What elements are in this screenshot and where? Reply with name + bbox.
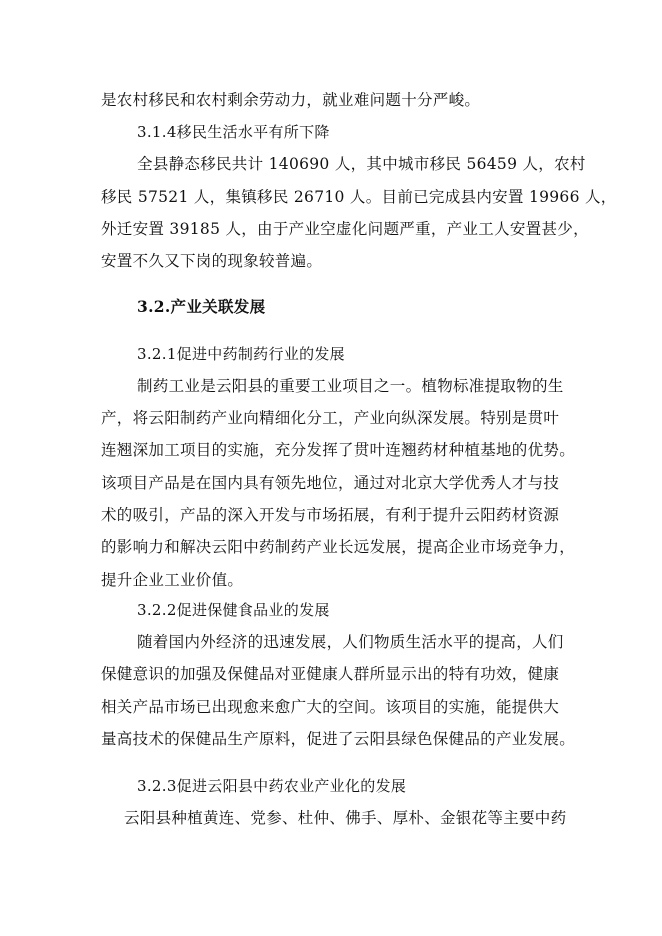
- body-text-line: 云阳县种植黄连、党参、杜仲、佛手、厚朴、金银花等主要中药: [124, 809, 567, 827]
- body-text-line: 产，将云阳制药产业向精细化分工，产业向纵深发展。特别是贯叶: [101, 409, 560, 427]
- body-text-line: 移民 57521 人，集镇移民 26710 人。目前已完成县内安置 19966 人，: [101, 188, 617, 206]
- body-text-line: 连翘深加工项目的实施，充分发挥了贯叶连翘药材种植基地的优势。: [101, 441, 576, 459]
- section-heading-3-1-4: 3.1.4移民生活水平有所下降: [137, 123, 330, 141]
- body-text-line: 术的吸引，产品的深入开发与市场拓展，有利于提升云阳药材资源: [101, 506, 560, 524]
- body-text-line: 量高技术的保健品生产原料，促进了云阳县绿色保健品的产业发展。: [101, 730, 576, 748]
- body-text-line: 提升企业工业价值。: [101, 571, 244, 589]
- body-text-line: 相关产品市场已出现愈来愈广大的空间。该项目的实施，能提供大: [101, 698, 560, 716]
- body-text-line: 是农村移民和农村剩余劳动力，就业难问题十分严峻。: [101, 91, 481, 109]
- section-heading-3-2-3: 3.2.3促进云阳县中药农业产业化的发展: [137, 777, 407, 795]
- section-heading-3-2-2: 3.2.2促进保健食品业的发展: [137, 601, 330, 619]
- body-text-line: 的影响力和解决云阳中药制药产业长远发展，提高企业市场竞争力，: [101, 538, 576, 556]
- body-text-line: 保健意识的加强及保健品对亚健康人群所显示出的特有功效，健康: [101, 665, 560, 683]
- body-text-line: 全县静态移民共计 140690 人，其中城市移民 56459 人，农村: [137, 155, 586, 173]
- body-text-line: 安置不久又下岗的现象较普遍。: [101, 252, 323, 270]
- body-text-line: 制药工业是云阳县的重要工业项目之一。植物标准提取物的生: [137, 377, 564, 395]
- section-heading-3-2: 3.2.产业关联发展: [137, 297, 266, 316]
- body-text-line: 该项目产品是在国内具有领先地位，通过对北京大学优秀人才与技: [101, 474, 560, 492]
- section-heading-3-2-1: 3.2.1促进中药制药行业的发展: [137, 345, 345, 363]
- body-text-line: 外迁安置 39185 人，由于产业空虚化问题严重，产业工人安置甚少，: [101, 220, 589, 238]
- body-text-line: 随着国内外经济的迅速发展，人们物质生活水平的提高，人们: [137, 633, 564, 651]
